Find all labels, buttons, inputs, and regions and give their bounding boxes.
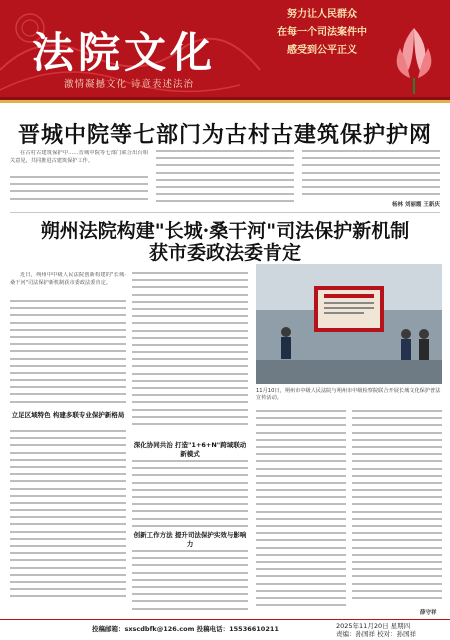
event-photo-image (256, 264, 442, 384)
article2-headline-line1: 朔州法院构建"长城·桑干河"司法保护新机制 (40, 220, 410, 242)
article1-col1-text (10, 176, 148, 205)
article2-subhead-2: 深化协同共治 打造"1+6+N"跨域联动新模式 (133, 441, 247, 458)
footer-rule (0, 619, 450, 620)
article2-col2-text-b (132, 460, 248, 532)
slogan-block (262, 6, 382, 60)
article2-col1-text-b (10, 430, 126, 603)
slogan-line: 感受到公平正义 (287, 45, 357, 56)
editor-credit: 责编：孙国祥 校对：孙国祥 (336, 630, 417, 638)
article2-byline: 薛守祥 (420, 610, 437, 616)
article2-col3-text (256, 410, 346, 611)
article1-col3-text (302, 150, 440, 200)
article2-headline-line2: 获市委政法委肯定 (148, 242, 301, 264)
photo-caption: 11月10日，朔州市中级人民法院与朔州市中级检察院联合开展长城文化保护普法宣传活动。 (256, 388, 441, 401)
article2-subhead-1: 立足区域特色 构建多联专业保护新格局 (11, 411, 125, 419)
article1-lead: 在古村古建筑保护中……晋城中院等七部门联合出台相关意见，共同推进古建筑保护工作。 (10, 150, 148, 164)
article2-col4-text (352, 410, 442, 604)
masthead-rule (0, 100, 450, 103)
article1-headline: 晋城中院等七部门为古村古建筑保护护网 (17, 122, 432, 148)
footer (0, 622, 450, 640)
article2-col2-text (132, 272, 248, 430)
article1-col2-text (156, 150, 294, 208)
masthead-title: 法院文化 (32, 28, 217, 77)
contact-info: 投稿邮箱：sxscdbfk@126.com 投稿电话：15536610211 (92, 625, 279, 633)
section-divider (10, 212, 440, 213)
lotus-icon (382, 8, 446, 94)
masthead (0, 0, 450, 100)
issue-date: 2025年11月20日 星期四 (336, 622, 411, 630)
issue-info (336, 622, 416, 638)
event-photo (256, 264, 442, 384)
article2-headline (10, 220, 440, 264)
slogan-line: 在每一个司法案件中 (277, 27, 367, 38)
slogan-line: 努力让人民群众 (287, 9, 357, 20)
article2-col1-text (10, 300, 126, 408)
masthead-subtitle: 激情凝撼文化 诗意表述法治 (64, 79, 195, 90)
article2-col2-text-c (132, 550, 248, 615)
article2-subhead-3: 创新工作方法 提升司法保护实效与影响力 (133, 531, 247, 548)
article2-lead: 近日，朔州中中级人民法院创新构建的"长城·桑干河"司法保护新机制获市委政法委肯定。 (10, 272, 126, 286)
article1-byline: 杨林 刘丽霞 王新庆 (392, 202, 440, 208)
